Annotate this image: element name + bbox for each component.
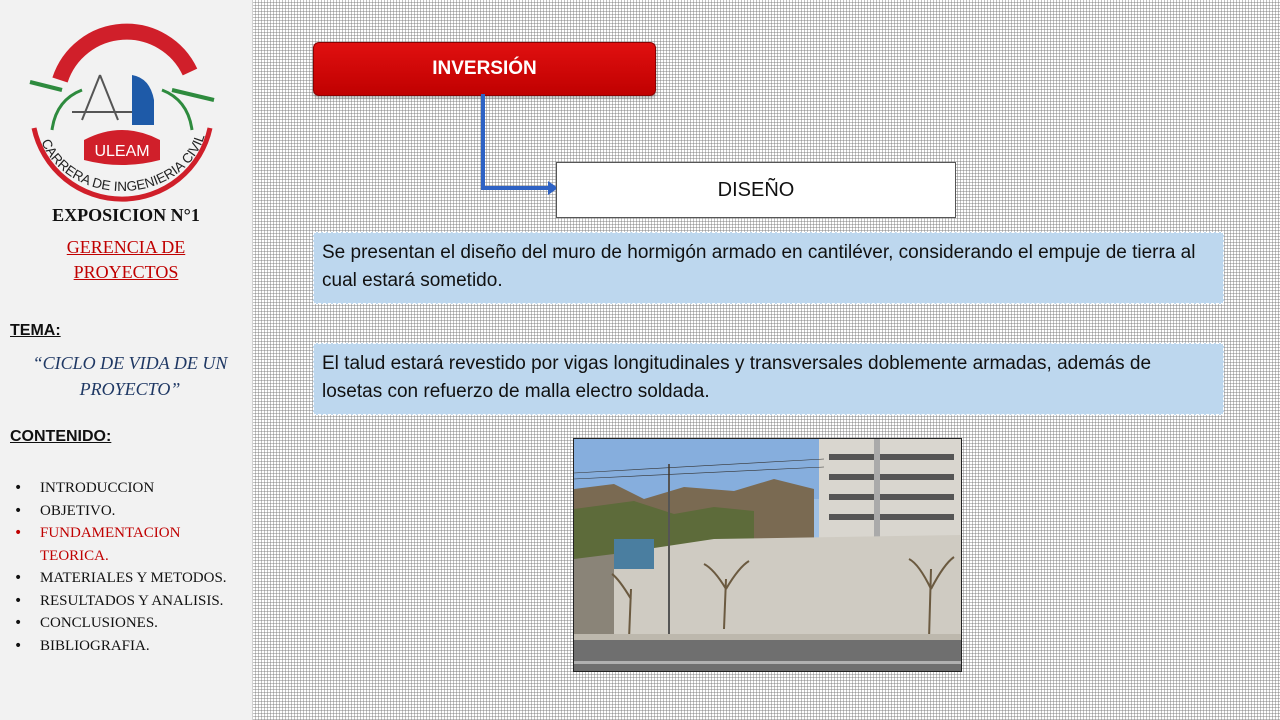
retaining-wall-photo	[573, 438, 962, 672]
content-list	[12, 477, 244, 657]
list-item-active: • FUNDAMENTACION TEORICA.	[12, 522, 244, 567]
subject-title: GERENCIA DE PROYECTOS	[66, 237, 186, 282]
list-item: • BIBLIOGRAFIA.	[12, 635, 244, 658]
uleam-logo	[22, 20, 222, 205]
list-item: • OBJETIVO.	[12, 500, 244, 523]
list-item: • INTRODUCCION	[12, 477, 244, 500]
exposition-title: EXPOSICION N°1	[52, 205, 200, 225]
list-item: • CONCLUSIONES.	[12, 612, 244, 635]
description-box-1: Se presentan el diseño del muro de hormigón armado en cantiléver, considerando el empuje de tierra al cual estará sometido.	[313, 232, 1224, 304]
tema-label: TEMA:	[10, 322, 61, 339]
tema-text: “CICLO DE VIDA DE UN PROYECTO”	[32, 353, 228, 399]
list-item: • MATERIALES Y METODOS.	[12, 567, 244, 590]
phase-box-diseno: DISEÑO	[556, 162, 956, 218]
logo-text: ULEAM	[94, 143, 150, 160]
connector-arrow	[470, 92, 570, 202]
list-item: • RESULTADOS Y ANALISIS.	[12, 590, 244, 613]
description-box-2: El talud estará revestido por vigas longitudinales y transversales doblemente armadas, además de losetas con refuerzo de malla electro soldada.	[313, 343, 1224, 415]
sidebar	[0, 0, 253, 720]
logo-ring-text: CARRERA DE INGENIERIA CIVIL	[38, 131, 208, 195]
phase-box-inversion: INVERSIÓN	[313, 42, 656, 96]
contenido-label: CONTENIDO:	[10, 428, 112, 445]
